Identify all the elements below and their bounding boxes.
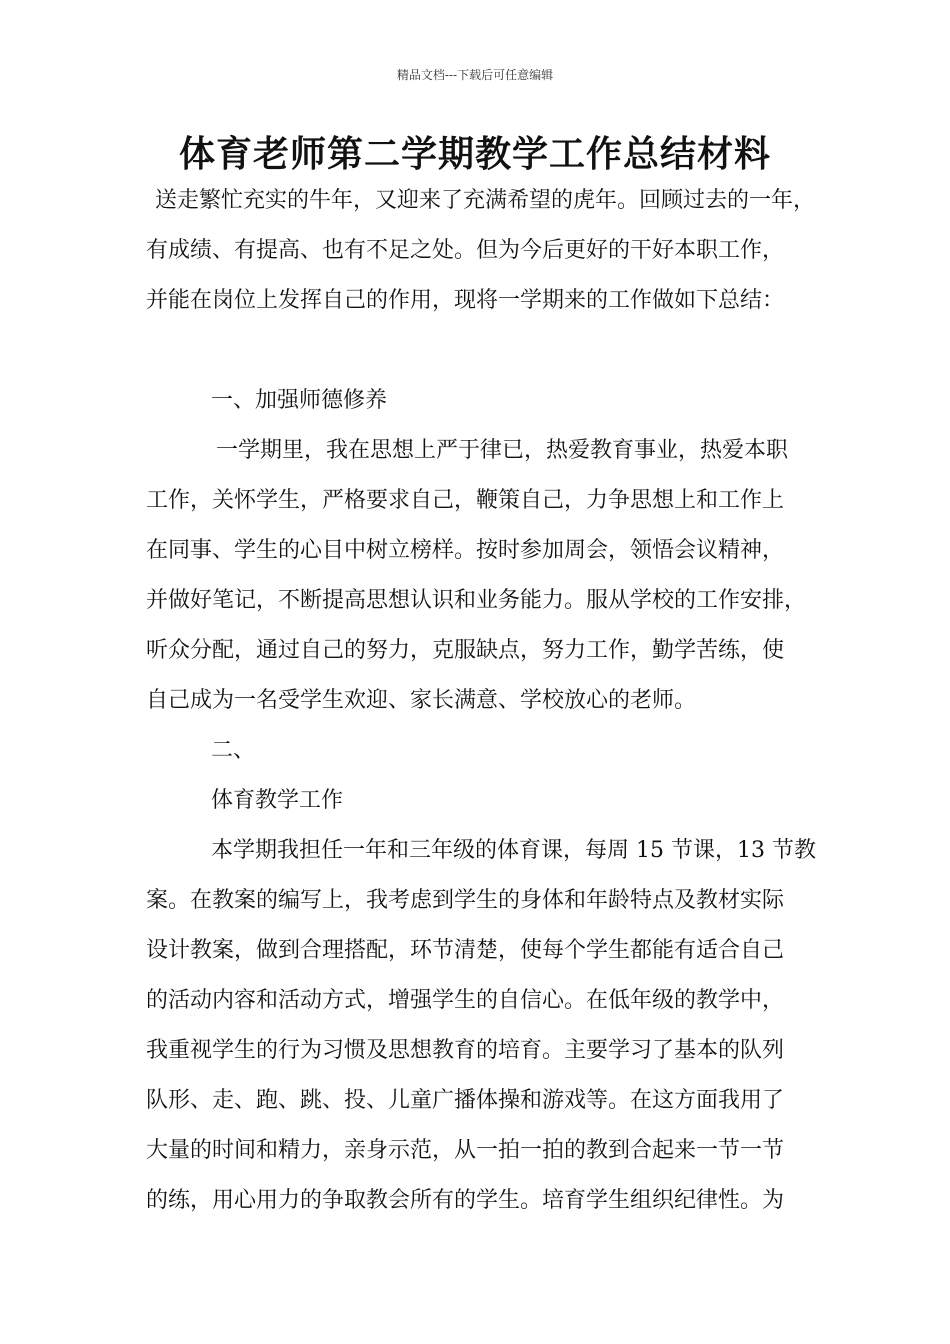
body-line: 队形、走、跑、跳、投、儿童广播体操和游戏等。在这方面我用了 (146, 1088, 785, 1113)
section-heading: 一、加强师德修养 (211, 388, 388, 413)
body-line: 本学期我担任一年和三年级的体育课，每周 15 节课，13 节教 (211, 838, 816, 863)
body-line: 并能在岗位上发挥自己的作用，现将一学期来的工作做如下总结： (146, 288, 785, 313)
body-line: 听众分配，通过自己的努力，克服缺点，努力工作，勤学苦练，使 (146, 638, 785, 663)
document-title: 体育老师第二学期教学工作总结材料 (178, 133, 771, 175)
body-line: 一学期里，我在思想上严于律已，热爱教育事业，热爱本职 (216, 438, 789, 463)
section-heading: 体育教学工作 (211, 788, 344, 813)
body-line: 的练，用心用力的争取教会所有的学生。培育学生组织纪律性。为 (146, 1188, 785, 1213)
body-line: 并做好笔记，不断提高思想认识和业务能力。服从学校的工作安排， (146, 588, 807, 613)
body-line: 案。在教案的编写上，我考虑到学生的身体和年龄特点及教材实际 (146, 888, 785, 913)
header-note: 精品文档---下载后可任意编辑 (396, 68, 554, 82)
body-line: 设计教案，做到合理搭配，环节清楚，使每个学生都能有适合自己 (146, 938, 785, 963)
body-line: 的活动内容和活动方式，增强学生的自信心。在低年级的教学中， (146, 988, 785, 1013)
body-line: 我重视学生的行为习惯及思想教育的培育。主要学习了基本的队列 (146, 1038, 785, 1063)
section-heading: 二、 (211, 738, 256, 763)
body-line: 有成绩、有提高、也有不足之处。但为今后更好的干好本职工作， (146, 238, 785, 263)
body-line: 工作，关怀学生，严格要求自己，鞭策自己，力争思想上和工作上 (146, 488, 785, 513)
body-line: 送走繁忙充实的牛年，又迎来了充满希望的虎年。回顾过去的一年， (155, 188, 816, 213)
body-line: 大量的时间和精力，亲身示范，从一拍一拍的教到合起来一节一节 (146, 1138, 785, 1163)
body-line: 自己成为一名受学生欢迎、家长满意、学校放心的老师。 (146, 688, 697, 713)
body-line: 在同事、学生的心目中树立榜样。按时参加周会，领悟会议精神， (146, 538, 785, 563)
